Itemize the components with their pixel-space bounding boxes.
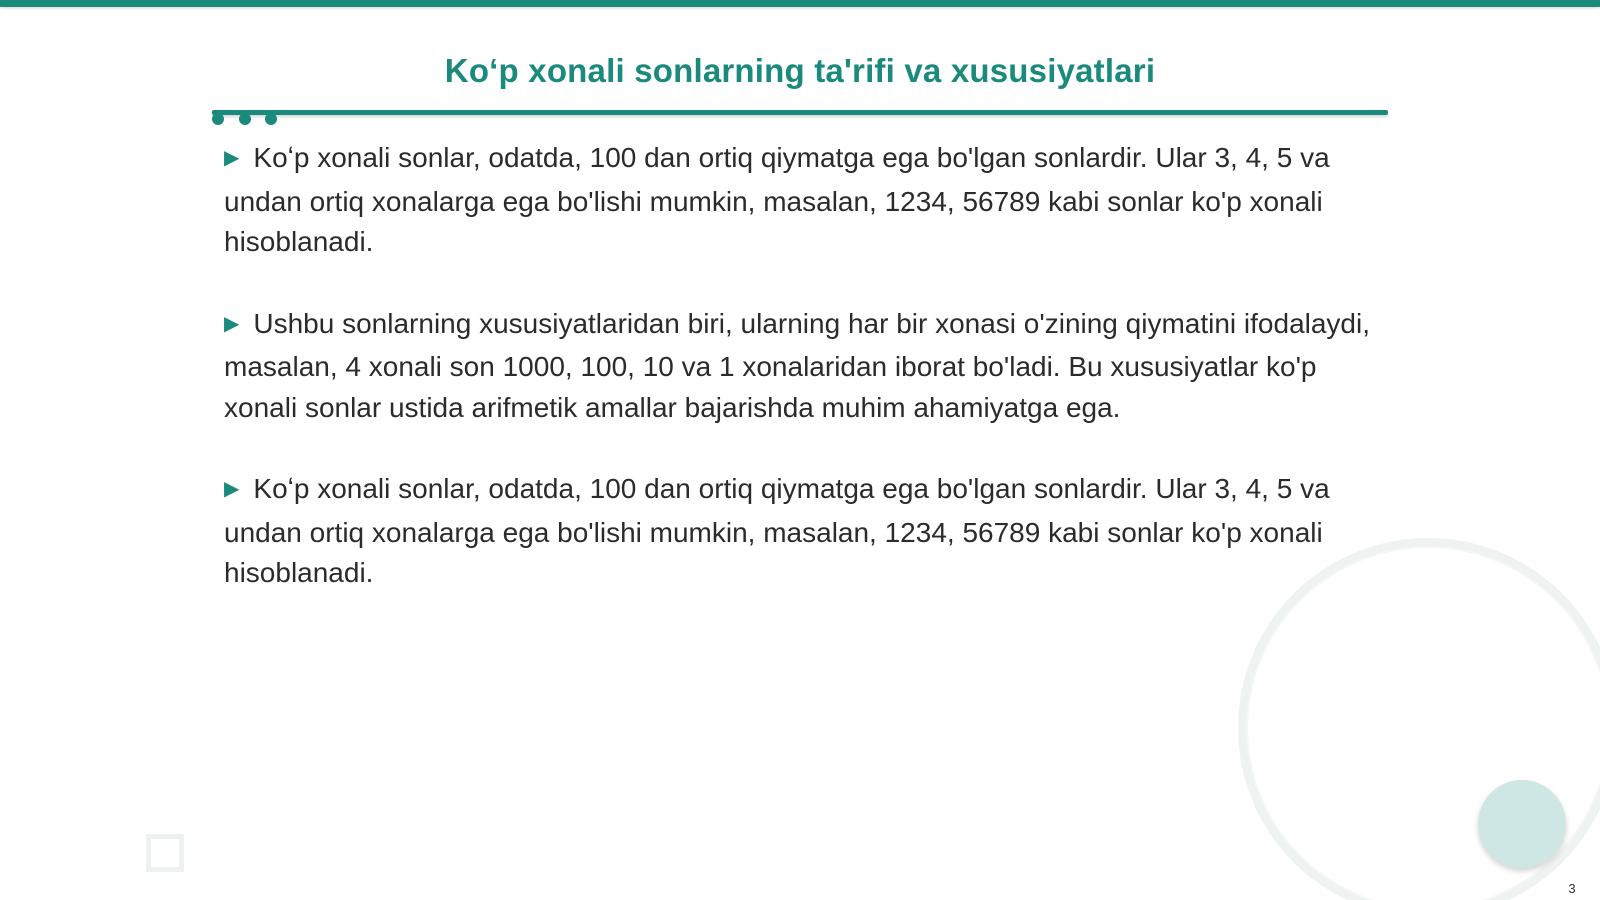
bullet-paragraph-3 [224, 469, 1384, 594]
bullet-arrow-icon: ▶ [224, 312, 240, 335]
decorative-dot [212, 113, 224, 125]
slide-title: Koʻp xonali sonlarning ta'rifi va xususiyatlari [444, 52, 1156, 89]
decorative-circle [1478, 780, 1566, 868]
title-underline [212, 110, 1388, 115]
top-accent-bar [0, 0, 1600, 7]
bullet-text: Koʻp xonali sonlar, odatda, 100 dan ortiq qiymatga ega bo'lgan sonlardir. Ular 3, 4, 5 va undan ortiq xonalarga ega bo'lishi mumkin, masalan, 1234, 56789 kabi sonlar ko'p xonali hisoblanadi. [224, 142, 1330, 257]
decorative-dot [239, 113, 251, 125]
bullet-text: Ushbu sonlarning xususiyatlaridan biri, ularning har bir xonasi o'zining qiymatini ifodalaydi, masalan, 4 xonali son 1000, 100, 10 va 1 xonalaridan iborat bo'ladi. Bu xususiyatlar ko'p xonali sonlar ustida arifmetik amallar bajarishda muhim ahamiyatga ega. [224, 307, 1370, 423]
decorative-dot [265, 113, 277, 125]
bullet-text: Koʻp xonali sonlar, odatda, 100 dan ortiq qiymatga ega bo'lgan sonlardir. Ular 3, 4, 5 va undan ortiq xonalarga ega bo'lishi mumkin, masalan, 1234, 56789 kabi sonlar ko'p xonali hisoblanadi. [224, 473, 1330, 588]
page-number: 3 [1568, 881, 1576, 896]
bullet-arrow-icon: ▶ [224, 478, 240, 500]
bullet-arrow-icon: ▶ [224, 147, 240, 169]
decorative-square [146, 834, 184, 872]
bullet-paragraph-1 [224, 138, 1384, 263]
bullet-list [224, 138, 1384, 635]
bullet-paragraph-2 [224, 304, 1384, 429]
